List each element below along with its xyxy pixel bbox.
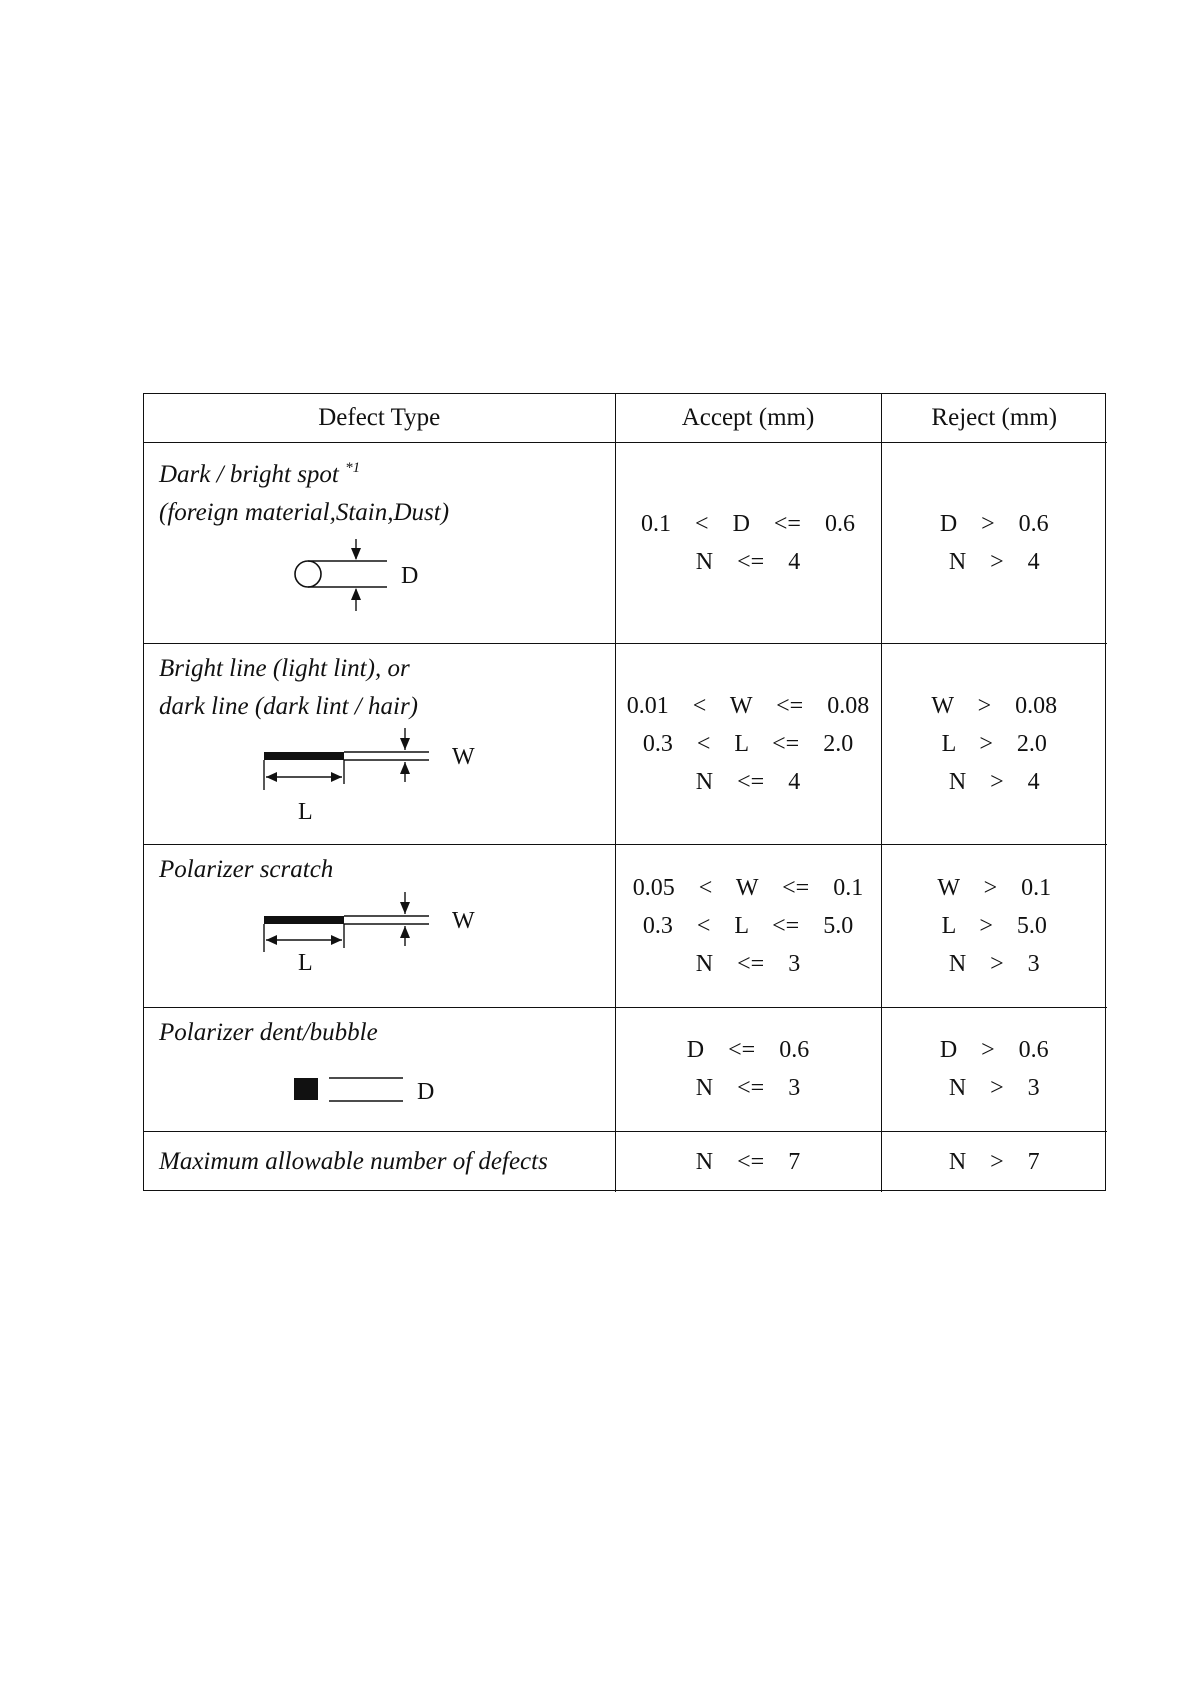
table-row bbox=[144, 643, 1107, 844]
accept-cell bbox=[615, 1131, 881, 1192]
defect-type-name: Dark / bright spot bbox=[159, 460, 339, 488]
accept-criterion: N <= 4 bbox=[695, 768, 801, 795]
accept-criterion: 0.3 < L <= 2.0 bbox=[642, 730, 854, 757]
accept-cell bbox=[615, 844, 881, 1007]
accept-criterion: 0.01 < W <= 0.08 bbox=[626, 692, 870, 719]
diagram-label-w: W bbox=[452, 743, 475, 770]
reject-criterion: N > 7 bbox=[948, 1148, 1040, 1175]
table-row bbox=[144, 1131, 1107, 1192]
reject-criterion: N > 3 bbox=[948, 1075, 1040, 1101]
reject-cell bbox=[881, 1131, 1107, 1192]
accept-cell bbox=[615, 643, 881, 844]
footnote-ref: *1 bbox=[345, 459, 361, 476]
header-reject: Reject (mm) bbox=[881, 394, 1107, 442]
diagram-label-w: W bbox=[452, 907, 475, 934]
accept-criterion: D <= 0.6 bbox=[686, 1037, 810, 1063]
scratch-width-length-diagram bbox=[264, 890, 504, 990]
reject-cell bbox=[881, 1007, 1107, 1131]
defect-type-name: Polarizer scratch bbox=[159, 855, 334, 883]
diagram-label-l: L bbox=[298, 949, 313, 976]
reject-criterion: D > 0.6 bbox=[939, 510, 1049, 537]
reject-criterion: L > 5.0 bbox=[941, 912, 1047, 939]
reject-criterion: L > 2.0 bbox=[941, 730, 1047, 757]
header-defect-type: Defect Type bbox=[144, 394, 615, 442]
dent-diameter-diagram bbox=[294, 1073, 444, 1113]
defect-type-name: Polarizer dent/bubble bbox=[159, 1018, 378, 1046]
accept-criterion: N <= 7 bbox=[695, 1148, 801, 1175]
defect-type-cell bbox=[144, 643, 615, 844]
diagram-label-d: D bbox=[401, 562, 419, 589]
defect-type-cell bbox=[144, 844, 615, 1007]
accept-criterion: N <= 3 bbox=[695, 950, 801, 977]
reject-criterion: W > 0.08 bbox=[931, 692, 1058, 719]
defect-type-name: Maximum allowable number of defects bbox=[159, 1147, 548, 1175]
diagram-label-d: D bbox=[417, 1078, 435, 1105]
defect-criteria-table bbox=[143, 393, 1106, 1191]
defect-type-name: Bright line (light lint), or bbox=[159, 654, 410, 682]
header-accept: Accept (mm) bbox=[615, 394, 881, 442]
accept-criterion: N <= 4 bbox=[695, 548, 801, 575]
accept-criterion: 0.3 < L <= 5.0 bbox=[642, 912, 854, 939]
defect-type-cell bbox=[144, 442, 615, 643]
table-row bbox=[144, 844, 1107, 1007]
table-row bbox=[144, 1007, 1107, 1131]
reject-criterion: W > 0.1 bbox=[937, 874, 1052, 901]
reject-cell bbox=[881, 643, 1107, 844]
accept-cell bbox=[615, 1007, 881, 1131]
table-row bbox=[144, 442, 1107, 643]
reject-criterion: N > 3 bbox=[948, 950, 1040, 977]
defect-type-cell bbox=[144, 1131, 615, 1192]
defect-type-detail: dark line (dark lint / hair) bbox=[159, 692, 418, 720]
reject-cell bbox=[881, 442, 1107, 643]
reject-criterion: N > 4 bbox=[948, 768, 1040, 795]
diagram-label-l: L bbox=[298, 798, 313, 825]
defect-type-detail: (foreign material,Stain,Dust) bbox=[159, 498, 450, 526]
reject-criterion: N > 4 bbox=[948, 548, 1040, 575]
header-row bbox=[144, 394, 1107, 442]
accept-criterion: N <= 3 bbox=[695, 1075, 801, 1101]
defect-type-cell bbox=[144, 1007, 615, 1131]
spot-diameter-diagram bbox=[294, 533, 444, 613]
line-width-length-diagram bbox=[264, 726, 504, 831]
reject-criterion: D > 0.6 bbox=[939, 1037, 1049, 1063]
accept-criterion: 0.1 < D <= 0.6 bbox=[641, 510, 855, 537]
reject-cell bbox=[881, 844, 1107, 1007]
accept-criterion: 0.05 < W <= 0.1 bbox=[632, 874, 864, 901]
accept-cell bbox=[615, 442, 881, 643]
